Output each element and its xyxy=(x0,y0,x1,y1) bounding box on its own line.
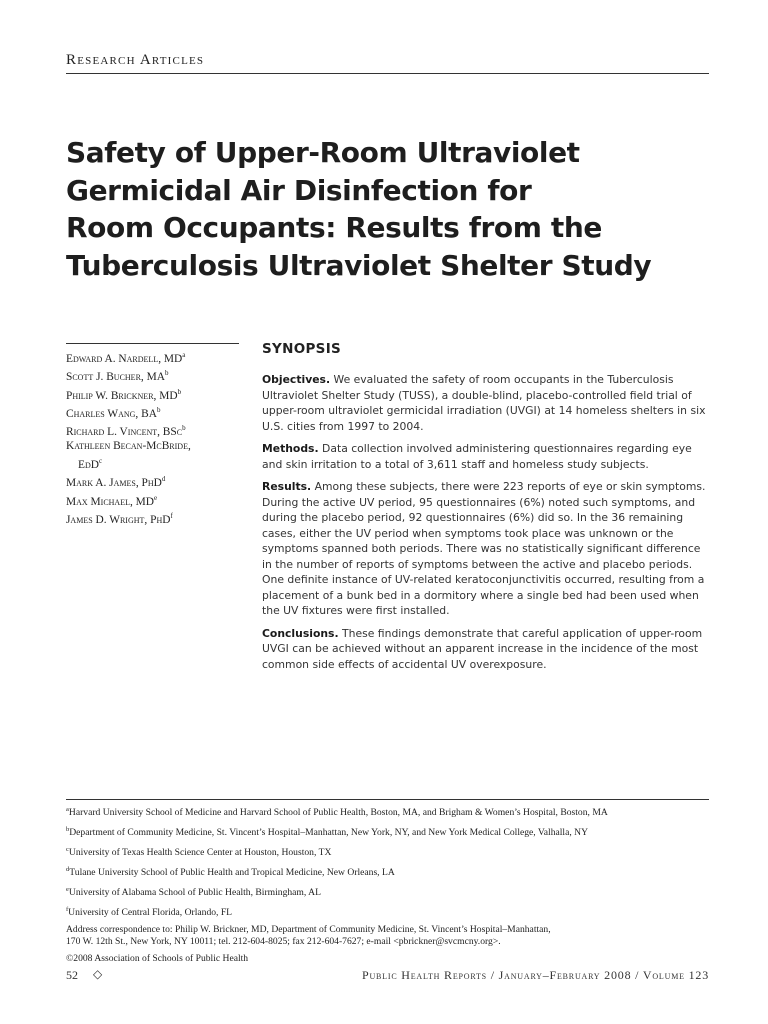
footnote: $^c$University of Texas Health Science Center at Houston, Houston, TX xyxy=(66,846,332,859)
section-heading: Research Articles xyxy=(66,52,205,68)
copyright-notice: ©2008 Association of Schools of Public Health xyxy=(66,952,249,964)
author: Charles Wang, $BA^b$ xyxy=(66,405,161,420)
methods-paragraph: Methods. Data collection involved administering questionnaires regarding eye and skin irritation to a total of 3,611 staff and homeless study subjects. xyxy=(262,442,692,471)
footnote: $^e$University of Alabama School of Public Health, Birmingham, AL xyxy=(66,886,321,899)
article-title xyxy=(66,134,706,284)
title-line: Germicidal Air Disinfection for xyxy=(66,173,532,207)
synopsis-heading: SYNOPSIS xyxy=(262,341,342,357)
conclusions-paragraph: Conclusions. These findings demonstrate that careful application of upper-room UVGI can be achieved without an apparent increase in the incidence of the most common side effects of accidental UV overexposure. xyxy=(262,626,703,671)
page-number: 52 xyxy=(66,968,78,982)
footnote: $^b$Department of Community Medicine, St. Vincent’s Hospital–Manhattan, New York, NY, and New York Medical College, Valhalla, NY xyxy=(66,826,589,839)
author: Philip W. Brickner, $MD^b$ xyxy=(66,387,182,402)
author: Max Michael, MDe xyxy=(66,493,158,508)
footnote: $^a$Harvard University School of Medicine and Harvard School of Public Health, Boston, MA, and Brigham & Women’s Hospital, Boston, MA xyxy=(66,806,608,819)
author: EdD$^c$ xyxy=(78,456,103,471)
objectives-paragraph: Objectives. We evaluated the safety of room occupants in the Tuberculosis Ultraviolet Shelter Study (TUSS), a double-blind, placebo-controlled field trial of upper-room ultraviolet germicidal irradiation (UVGI) at 14 homeless shelters in six U.S. cities from 1997 to 2004. xyxy=(262,373,706,433)
results-paragraph: Results. Among these subjects, there were 223 reports of eye or skin symptoms. During the active UV period, 95 questionnaires (6%) noted such symptoms, and during the placebo period, 92 questionnaires (6%) did so. In the 36 remaining cases, either the UV period when symptoms took place was unknown or the symptoms spanned both periods. There was no statistically significant difference in the number of reports of symptoms between the active and placebo periods. One definite instance of UV-related keratoconjunctivitis occurred, resulting from a placement of a bunk bed in a dormitory where a single bed had been used when the UV fixtures were first installed. xyxy=(262,480,706,617)
author: Scott J. Bucher, $MA^b$ xyxy=(66,369,169,384)
header-rule xyxy=(66,73,709,74)
author: Mark A. James, PhD$^d$ xyxy=(66,475,166,490)
synopsis-body xyxy=(262,372,709,679)
correspondence-address: Address correspondence to: Philip W. Brickner, MD, Department of Community Medicine, St. Vincent’s Hospital–Manhattan, 170 W. 12th St., New York, NY 10011; tel. 212-604-8025; fax 212-604-7627; e-mail <pbrickner@svcmcny.org>. xyxy=(66,924,551,947)
author-list-rule xyxy=(66,343,239,344)
affiliation-footnotes xyxy=(66,804,711,964)
title-line: Safety of Upper-Room Ultraviolet xyxy=(66,136,580,169)
footnote: $^d$Tulane University School of Public Health and Tropical Medicine, New Orleans, LA xyxy=(66,866,395,879)
title-line: Tuberculosis Ultraviolet Shelter Study xyxy=(66,248,652,282)
footnote-rule xyxy=(66,799,709,800)
author: Kathleen Becan-McBride, xyxy=(66,440,191,453)
page-footer xyxy=(66,968,709,984)
author: James D. Wright, PhD$^f$ xyxy=(66,511,173,526)
diamond-icon: ◇ xyxy=(93,967,103,981)
journal-citation: Public Health Reports / January–February 2008 / Volume 123 xyxy=(362,968,709,982)
author-list xyxy=(66,348,246,527)
title-line: Room Occupants: Results from the xyxy=(66,211,602,244)
author: Edward A. Nardell, $MD^a$ xyxy=(66,351,186,365)
footnote: $^f$University of Central Florida, Orlando, FL xyxy=(66,906,233,919)
author: Richard L. Vincent, BSc$^b$ xyxy=(66,424,186,438)
